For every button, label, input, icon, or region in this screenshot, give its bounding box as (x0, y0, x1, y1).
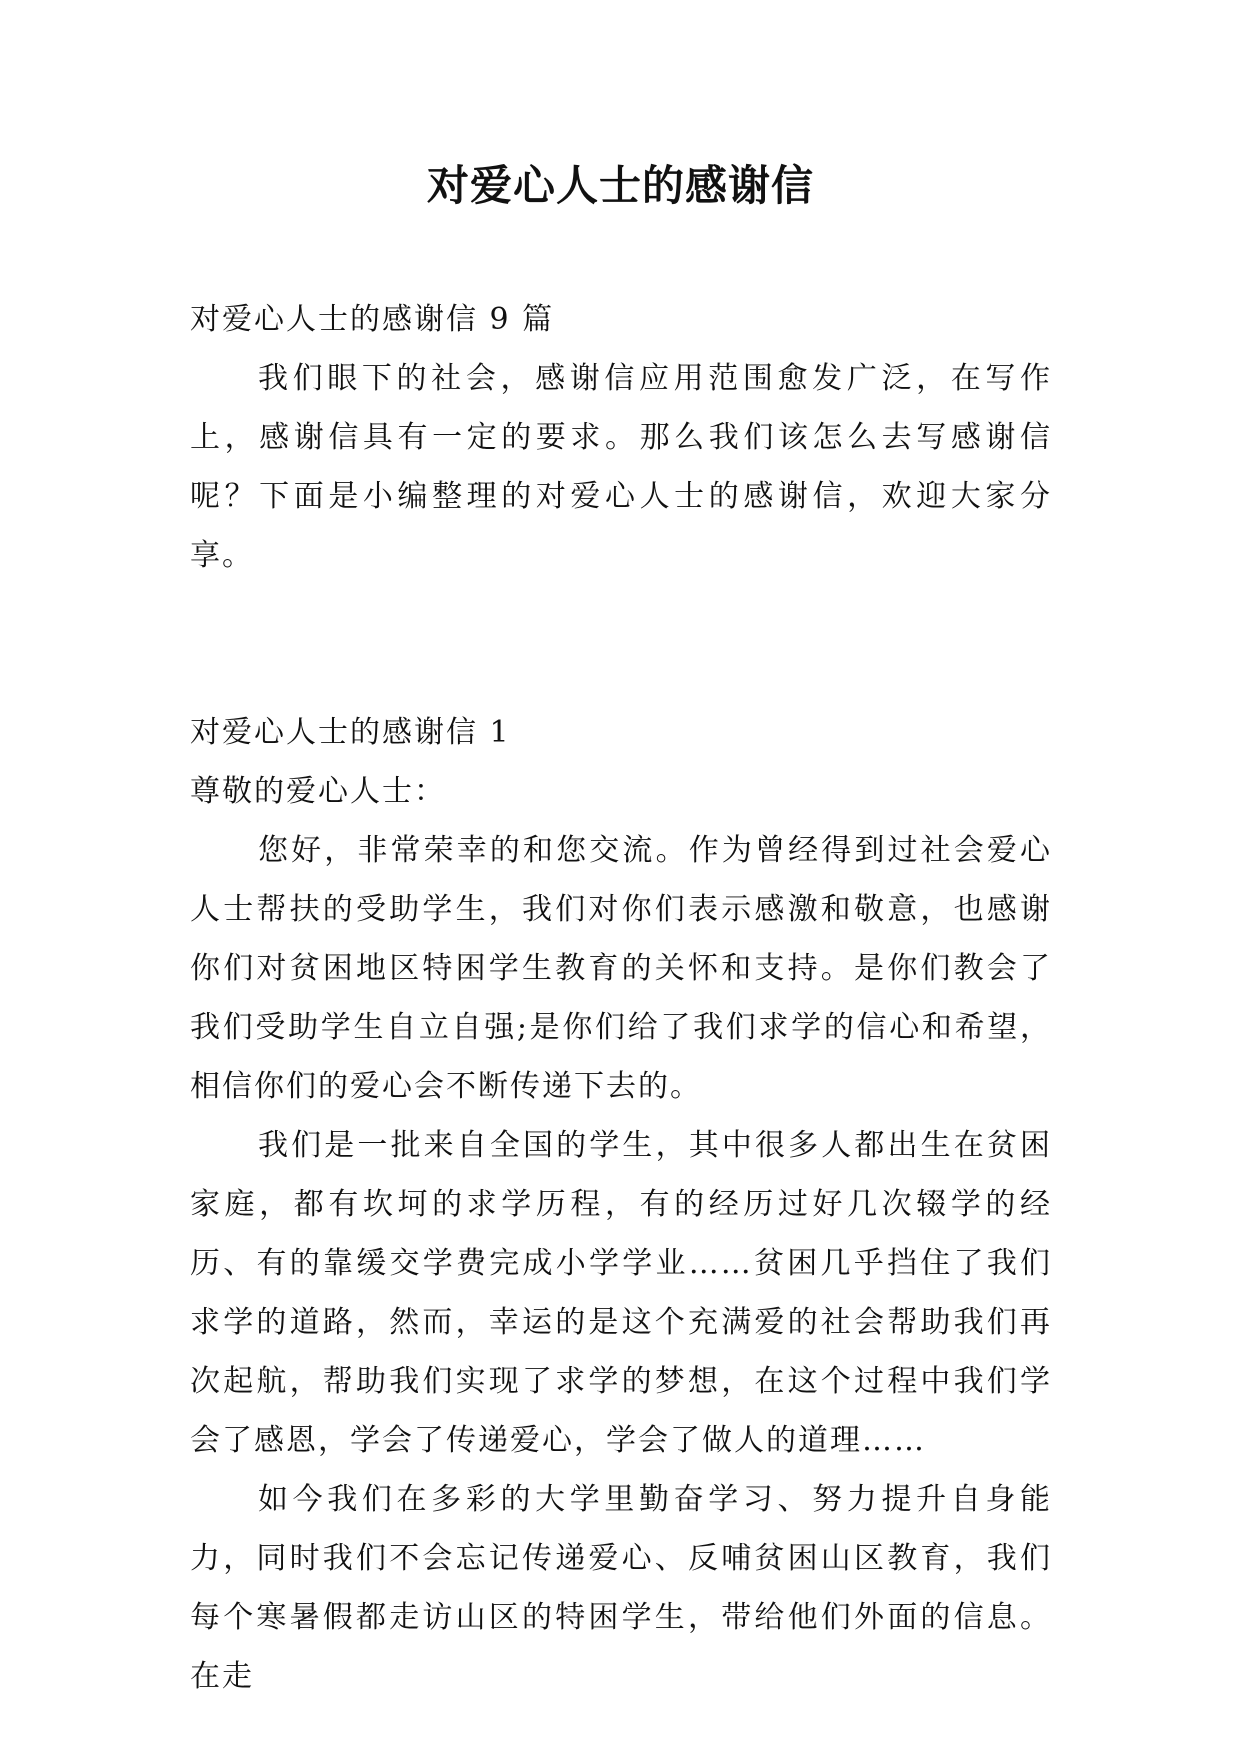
intro-paragraph: 我们眼下的社会，感谢信应用范围愈发广泛，在写作上，感谢信具有一定的要求。那么我们该怎么去写感谢信呢？下面是小编整理的对爱心人士的感谢信，欢迎大家分享。 (190, 361, 1052, 573)
document-subtitle: 对爱心人士的感谢信 9 篇 (190, 302, 555, 337)
document-title: 对爱心人士的感谢信 (426, 161, 814, 210)
body-paragraph-1: 您好，非常荣幸的和您交流。作为曾经得到过社会爱心人士帮扶的受助学生，我们对你们表示感激和敬意，也感谢你们对贫困地区特困学生教育的关怀和支持。是你们教会了我们受助学生自立自强;是你们给了我们求学的信心和希望，相信你们的爱心会不断传递下去的。 (190, 833, 1052, 1104)
document-body (190, 290, 1052, 1706)
salutation: 尊敬的爱心人士： (190, 774, 446, 809)
body-paragraph-2: 我们是一批来自全国的学生，其中很多人都出生在贫困家庭，都有坎坷的求学历程，有的经历过好几次辍学的经历、有的靠缓交学费完成小学学业……贫困几乎挡住了我们求学的道路，然而，幸运的是这个充满爱的社会帮助我们再次起航，帮助我们实现了求学的梦想，在这个过程中我们学会了感恩，学会了传递爱心，学会了做人的道理…… (190, 1128, 1052, 1458)
body-paragraph-3: 如今我们在多彩的大学里勤奋学习、努力提升自身能力，同时我们不会忘记传递爱心、反哺贫困山区教育，我们每个寒暑假都走访山区的特困学生，带给他们外面的信息。在走 (190, 1482, 1052, 1694)
section-heading: 对爱心人士的感谢信 1 (190, 715, 511, 750)
section-spacer (190, 585, 1052, 703)
